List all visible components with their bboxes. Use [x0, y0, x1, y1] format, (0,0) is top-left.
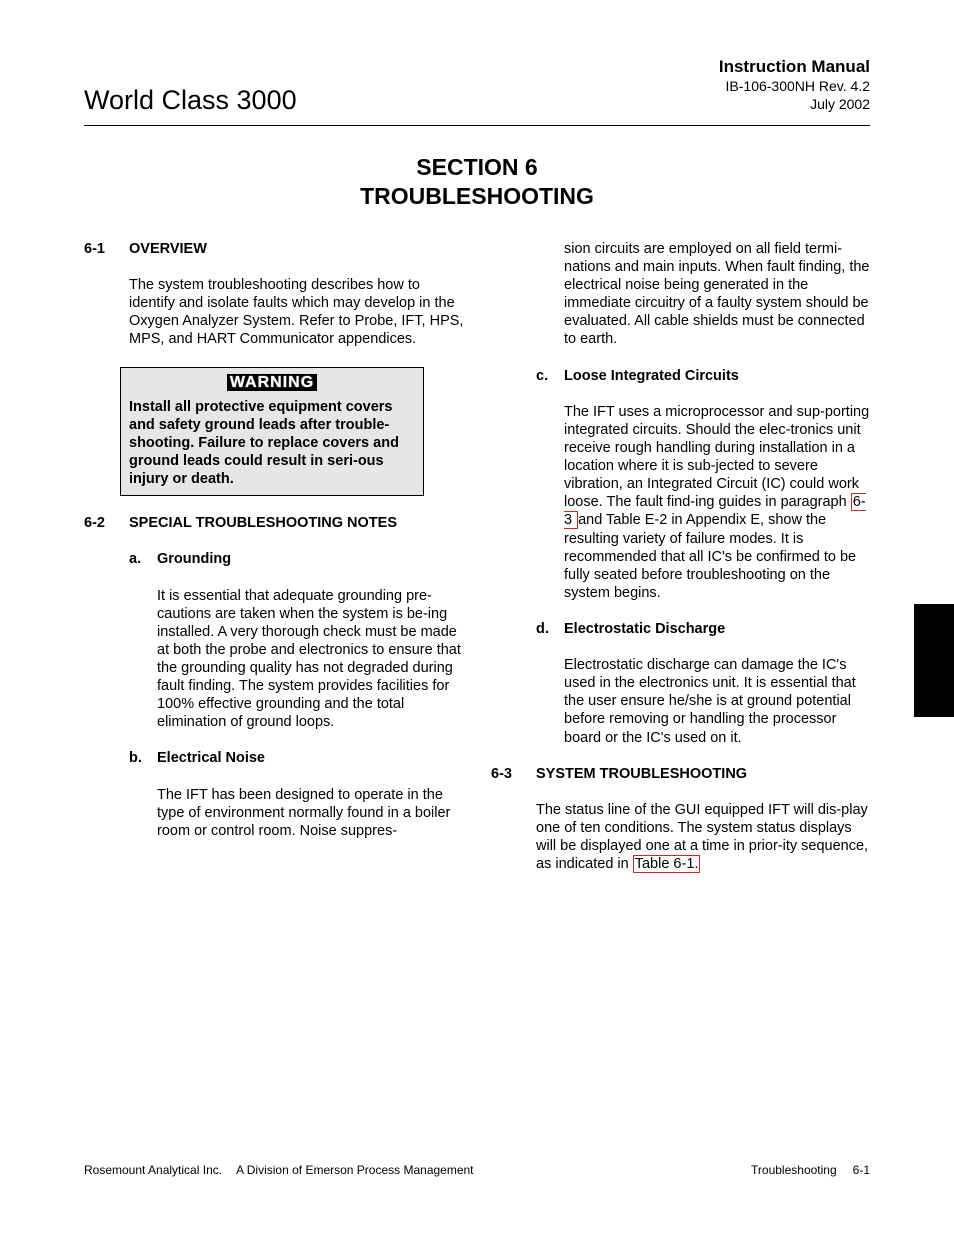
footer-company: Rosemount Analytical Inc. [84, 1163, 223, 1177]
right-column [491, 240, 873, 891]
subheading-letter: a. [129, 551, 142, 568]
doc-date: July 2002 [810, 96, 870, 112]
paragraph-6-3-link[interactable]: 6-3 [564, 494, 866, 529]
subheading-electrical-noise [129, 749, 464, 767]
heading-title: SYSTEM TROUBLESHOOTING [536, 765, 748, 782]
subheading-letter: c. [536, 367, 549, 384]
section-number: SECTION 6 [416, 154, 538, 180]
section-thumb-tab [914, 604, 954, 717]
header-right [719, 56, 870, 113]
table-6-1-link[interactable]: Table 6-1. [634, 856, 699, 873]
electrical-noise-paragraph-start: The IFT has been designed to operate in the type of environment normally found in a boiler room or control room. Noise suppres- [157, 786, 451, 839]
subheading-letter: b. [129, 750, 142, 767]
warning-text: Install all protective equipment covers and safety ground leads after trouble-shooting. Failure to replace covers and ground leads could result in seri-ous injury or death. [129, 398, 399, 488]
header-rule [84, 125, 870, 126]
heading-number: 6-1 [84, 241, 105, 257]
manual-title: Instruction Manual [718, 57, 870, 76]
section-title [84, 153, 870, 211]
subheading-letter: d. [536, 620, 549, 637]
system-troubleshooting-paragraph: The status line of the GUI equipped IFT will dis-play one of ten conditions. The system status displays will be displayed one at a time in prior-ity sequence, as indicated in Table 6-1. [536, 801, 869, 873]
electrostatic-paragraph: Electrostatic discharge can damage the IC's used in the electronics unit. It is essential that the user ensure he/she is at ground potential before removing or handling the processor board or the IC's used on it. [564, 657, 856, 746]
loose-ics-paragraph: The IFT uses a microprocessor and sup-porting integrated circuits. Should the elec-tronics unit receive rough handling during installation in a location where it is sub-jected to severe vibration, an Integrated Circuit (IC) could work loose. The fault find-ing guides in paragraph 6-3 and Table E-2 in Appendix E, show the resulting variety of failure modes. It is recommended that all IC's be confirmed to be fully seated before troubleshooting on the system begins. [564, 403, 870, 601]
footer-division: A Division of Emerson Process Management [236, 1163, 474, 1177]
subheading-electrostatic [536, 620, 873, 638]
overview-paragraph: The system troubleshooting describes how to identify and isolate faults which may develop in the Oxygen Analyzer System. Refer to Probe, IFT, HPS, MPS, and HART Communicator appendices. [129, 277, 464, 348]
subheading-title: Grounding [157, 551, 232, 568]
heading-6-3 [491, 765, 873, 783]
subheading-grounding [129, 550, 464, 568]
footer-section-name: Troubleshooting [751, 1163, 837, 1177]
electrical-noise-paragraph-end: sion circuits are employed on all field termi-nations and main inputs. When fault finding, the electrical noise being generated in the immediate circuitry of a faulty system should be evaluated. All cable shields must be connected to earth. [564, 241, 870, 348]
heading-6-1 [84, 240, 464, 258]
section-name: TROUBLESHOOTING [360, 183, 594, 209]
heading-title: SPECIAL TROUBLESHOOTING NOTES [129, 515, 398, 532]
heading-title: OVERVIEW [129, 241, 207, 257]
warning-box [120, 367, 424, 496]
doc-number: IB-106-300NH Rev. 4.2 [725, 78, 870, 94]
footer-left [84, 1163, 474, 1178]
subheading-title: Loose Integrated Circuits [564, 367, 739, 384]
heading-6-2 [84, 514, 464, 532]
subheading-loose-ics [536, 367, 873, 385]
grounding-paragraph: It is essential that adequate grounding pre-cautions are taken when the system is be-ing installed. A very thorough check must be made at both the probe and electronics to ensure that the grounding quality has not degraded during fault finding. The system provides facilities for 100% effective grounding and the total elimination of ground loops. [157, 587, 461, 731]
warning-label: WARNING [227, 374, 317, 391]
heading-number: 6-2 [84, 515, 105, 532]
subheading-title: Electrostatic Discharge [564, 620, 726, 637]
footer-right [751, 1163, 870, 1178]
heading-number: 6-3 [491, 765, 512, 782]
product-title: World Class 3000 [84, 85, 297, 115]
subheading-title: Electrical Noise [157, 750, 265, 767]
page-number: 6-1 [852, 1163, 870, 1177]
left-column [84, 240, 464, 858]
